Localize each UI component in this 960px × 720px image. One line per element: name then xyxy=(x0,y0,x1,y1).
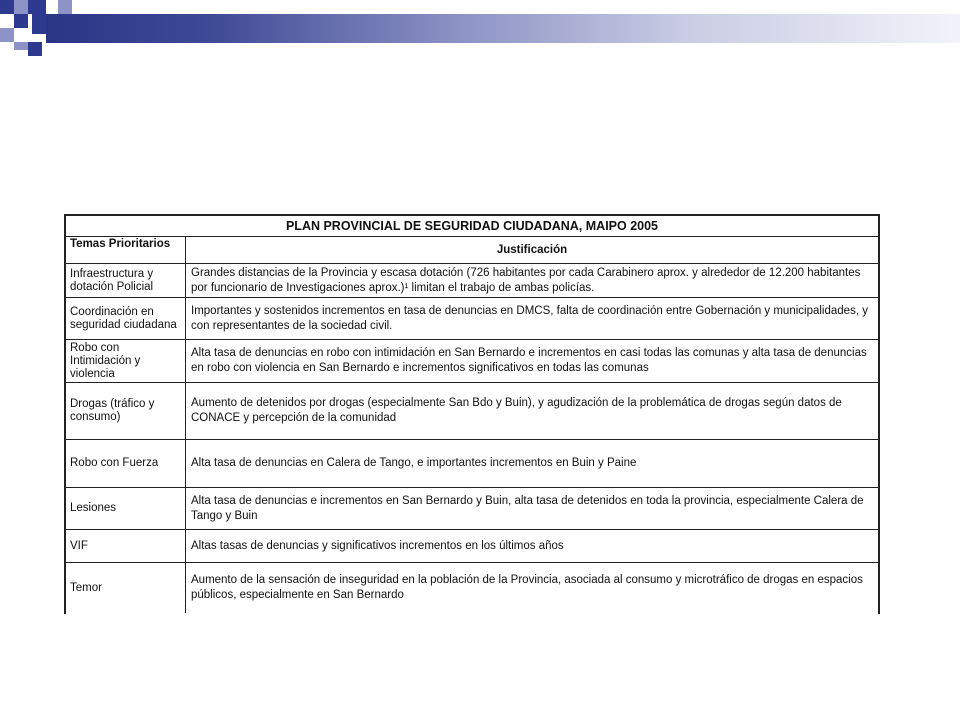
table-row xyxy=(66,340,878,383)
decor-square xyxy=(58,0,72,14)
justificacion-cell: Importantes y sostenidos incrementos en tasa de denuncias en DMCS, falta de coordinación entre Gobernación y municipalidades, y con representantes de la sociedad civil. xyxy=(191,304,868,332)
justificacion-cell: Alta tasa de denuncias e incrementos en San Bernardo y Buin, alta tasa de detenidos en toda la provincia, especialmente Calera de Tango y Buin xyxy=(191,494,864,522)
decor-square xyxy=(0,28,14,42)
header-temas: Temas Prioritarios xyxy=(66,237,186,263)
tema-cell: Robo con Fuerza xyxy=(66,440,186,487)
tema-cell: VIF xyxy=(66,530,186,562)
decor-square xyxy=(14,14,28,28)
table-title: PLAN PROVINCIAL DE SEGURIDAD CIUDADANA, MAIPO 2005 xyxy=(66,216,878,237)
header-justificacion: Justificación xyxy=(496,243,568,256)
header-gradient-band xyxy=(46,14,960,43)
justificacion-cell: Altas tasas de denuncias y significativos incrementos en los últimos años xyxy=(191,539,564,552)
tema-cell: Temor xyxy=(66,563,186,613)
table-row xyxy=(66,298,878,340)
justificacion-cell: Aumento de detenidos por drogas (especialmente San Bdo y Buin), y agudización de la problemática de drogas según datos de CONACE y percepción de la comunidad xyxy=(191,397,842,424)
table-row xyxy=(66,383,878,440)
table-row xyxy=(66,563,878,613)
table-row xyxy=(66,488,878,530)
tema-cell: Coordinación en seguridad ciudadana xyxy=(66,298,186,339)
decor-square xyxy=(28,42,42,56)
justificacion-cell: Alta tasa de denuncias en robo con intimidación en San Bernardo e incrementos en casi todas las comunas y alta tasa de denuncias en robo con violencia en San Bernardo e incrementos significativos en todas las comunas xyxy=(191,347,867,374)
justificacion-cell: Aumento de la sensación de inseguridad en la población de la Provincia, asociada al consumo y microtráfico de drogas en espacios públicos, especialmente en San Bernardo xyxy=(191,574,863,601)
justificacion-cell: Grandes distancias de la Provincia y escasa dotación (726 habitantes por cada Carabinero aprox. y alrededor de 12.200 habitantes por funcionario de Investigaciones aprox.)¹ limitan el trabajo de ambas policías. xyxy=(191,266,861,294)
tema-cell: Infraestructura y dotación Policial xyxy=(66,264,186,297)
table-header-row xyxy=(66,237,878,264)
tema-cell: Lesiones xyxy=(66,488,186,529)
tema-cell: Robo con Intimidación y violencia xyxy=(66,340,186,382)
decor-square xyxy=(28,0,46,14)
decor-square xyxy=(14,0,28,14)
decor-square xyxy=(0,0,14,14)
security-plan-table xyxy=(64,214,880,614)
table-row xyxy=(66,530,878,563)
decor-square xyxy=(14,42,28,50)
table-row xyxy=(66,264,878,298)
tema-cell: Drogas (tráfico y consumo) xyxy=(66,383,186,439)
justificacion-cell: Alta tasa de denuncias en Calera de Tango, e importantes incrementos en Buin y Paine xyxy=(191,457,637,469)
decor-square xyxy=(32,14,46,34)
table-row xyxy=(66,440,878,488)
